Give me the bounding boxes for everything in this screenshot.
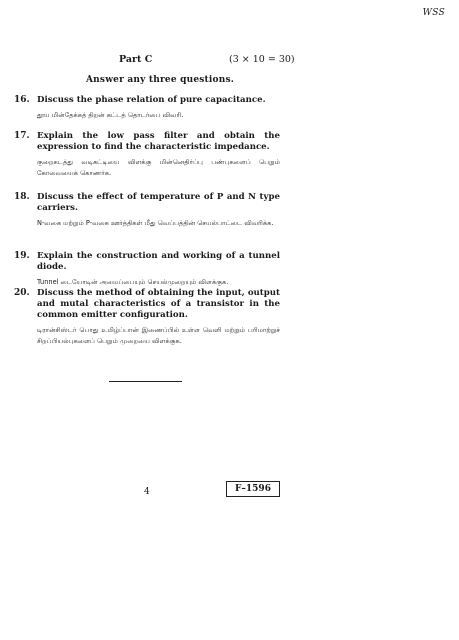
question-20 [14, 288, 280, 346]
question-number: 18. [14, 192, 30, 202]
question-17 [14, 131, 280, 178]
question-19 [14, 251, 280, 288]
question-text-english: Discuss the method of obtaining the input, output and mutal characteristics of a transistor in the common emitter configuration. [37, 288, 280, 320]
section-marks: (3 × 10 = 30) [229, 54, 295, 65]
section-instruction: Answer any three questions. [86, 75, 235, 85]
page-number: 4 [144, 487, 150, 497]
question-text-tamil: குறைகடத்து வடிகட்டியை விளக்கு மின்னெதிர்ப்பு பண்புகளைப் பெறும் கோவையைக் கொணர்க. [37, 158, 280, 177]
question-number: 17. [14, 131, 30, 141]
question-number: 19. [14, 251, 30, 261]
question-number: 16. [14, 95, 30, 105]
question-text-tamil: N-வகை மற்றும் P-வகை ஊர்த்திகள் மீது வெப்பத்தின் செயல்பாட்டை விவரிக்க. [37, 219, 274, 227]
section-title: Part C [119, 54, 153, 65]
question-18 [14, 192, 280, 229]
question-number: 20. [14, 288, 30, 298]
question-text-english: Explain the construction and working of a tunnel diode. [37, 251, 280, 272]
paper-code: F–1596 [226, 481, 280, 497]
corner-mark: WSS [422, 8, 445, 18]
question-text-english: Discuss the phase relation of pure capacitance. [37, 95, 266, 105]
question-text-english: Discuss the effect of temperature of P and N type carriers. [37, 192, 280, 213]
end-rule [109, 381, 182, 382]
question-text-tamil: Tunnel டையோடின் அமைப்பையும் செயல்முறையும் விளக்குக. [37, 278, 229, 286]
question-16 [14, 95, 280, 121]
question-text-english: Explain the low pass filter and obtain the expression to find the characteristic impedance. [37, 131, 280, 152]
question-text-tamil: தூய மின்தேக்கத் திறன் கட்டத் தொடர்பை விவரி. [37, 111, 184, 119]
question-text-tamil: டிரான்சிஸ்டர் பொது உமிழ்ப்பான் இணைப்பில் உள்ள வெளி மற்றும் பரிமாற்றுச் சிறப்பியல்புகளைப் பெறும் முறையை விளக்குக. [37, 326, 280, 345]
